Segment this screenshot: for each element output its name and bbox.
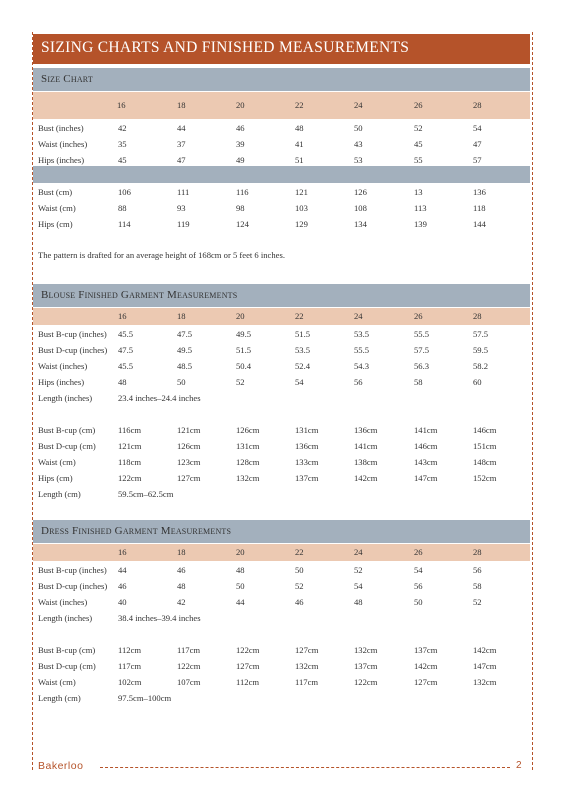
cell: 122cm [354,677,378,687]
size-col-20: 20 [236,547,245,557]
row-label: Hips (cm) [38,219,73,229]
cell: 131cm [236,441,260,451]
row-label: Length (inches) [38,393,93,403]
size-col-20: 20 [236,311,245,321]
size-col-18: 18 [177,547,186,557]
brand-name: Bakerloo [38,760,84,772]
row-label: Waist (cm) [38,203,76,213]
cell: 107cm [177,677,201,687]
cell: 54 [354,581,363,591]
cell: 127cm [177,473,201,483]
row-label: Waist (inches) [38,597,88,607]
row-label: Waist (inches) [38,361,88,371]
cell: 58 [473,581,482,591]
row-label: Length (cm) [38,489,81,499]
row-label: Bust D-cup (inches) [38,581,108,591]
cell: 121cm [118,441,142,451]
cell: 112cm [118,645,142,655]
cell: 53 [354,155,363,165]
size-col-28: 28 [473,547,482,557]
cell: 46 [295,597,304,607]
cell: 102cm [118,677,142,687]
cell: 111 [177,187,190,197]
blouse-size-row [33,308,530,325]
cell: 118cm [118,457,142,467]
row-label: Bust B-cup (cm) [38,645,96,655]
cell: 49.5 [236,329,252,339]
cell: 51.5 [295,329,311,339]
cell: 119 [177,219,190,229]
cell: 132cm [473,677,497,687]
row-label: Length (cm) [38,693,81,703]
footer-rule [100,767,510,768]
cell: 47 [473,139,482,149]
cell: 48 [354,597,363,607]
cell: 54.3 [354,361,370,371]
cell: 116cm [118,425,142,435]
cell: 50 [236,581,245,591]
cell: 48 [118,377,127,387]
row-label: Hips (inches) [38,155,85,165]
row-label: Waist (cm) [38,677,76,687]
cell: 127cm [236,661,260,671]
cell: 49.5 [177,345,193,355]
cell: 49 [236,155,245,165]
cell: 53.5 [354,329,370,339]
cell: 142cm [414,661,438,671]
cell: 48.5 [177,361,193,371]
cell: 60 [473,377,482,387]
cell: 113 [414,203,427,213]
cell: 141cm [414,425,438,435]
cell: 98 [236,203,245,213]
title-banner [33,34,530,64]
cell: 52 [236,377,245,387]
cell: 48 [177,581,186,591]
size-col-24: 24 [354,100,363,110]
row-label: Bust D-cup (cm) [38,441,96,451]
cell: 108 [354,203,367,213]
cell: 122cm [236,645,260,655]
dress-section-header [33,520,530,543]
cell: 56.3 [414,361,430,371]
cell: 124 [236,219,249,229]
cell: 47.5 [118,345,134,355]
cell: 93 [177,203,186,213]
cell: 127cm [414,677,438,687]
page-frame [32,32,533,770]
cell: 46 [177,565,186,575]
cell: 47 [177,155,186,165]
dress-section-title: Dress Finished Garment Measurements [41,525,232,537]
cell: 128cm [236,457,260,467]
cell: 50 [177,377,186,387]
cell: 47.5 [177,329,193,339]
size-col-28: 28 [473,311,482,321]
row-label: Length (inches) [38,613,93,623]
cell: 54 [473,123,482,133]
cell: 127cm [295,645,319,655]
cell: 123cm [177,457,201,467]
cell: 52.4 [295,361,311,371]
cell: 52 [414,123,423,133]
cell: 132cm [295,661,319,671]
height-note: The pattern is drafted for an average height of 168cm or 5 feet 6 inches. [38,250,285,260]
cell: 116 [236,187,249,197]
row-label: Bust B-cup (cm) [38,425,96,435]
cell: 146cm [473,425,497,435]
size-col-16: 16 [118,311,127,321]
cell: 45 [414,139,423,149]
blouse-section-title: Blouse Finished Garment Measurements [41,289,238,301]
cell: 117cm [118,661,142,671]
cell: 147cm [414,473,438,483]
cell: 126 [354,187,367,197]
cell: 51 [295,155,304,165]
cell: 134 [354,219,367,229]
cell: 55 [414,155,423,165]
cell: 58 [414,377,423,387]
cell: 50 [354,123,363,133]
cell: 142cm [354,473,378,483]
blouse-section-header [33,284,530,307]
cell: 44 [177,123,186,133]
cell: 132cm [354,645,378,655]
row-label: Hips (inches) [38,377,85,387]
cell: 52 [473,597,482,607]
page-title: SIZING CHARTS AND FINISHED MEASUREMENTS [41,39,410,56]
cell: 44 [118,565,127,575]
cell: 56 [354,377,363,387]
cell: 88 [118,203,127,213]
cell: 138cm [354,457,378,467]
cell: 57.5 [414,345,430,355]
cell: 55.5 [414,329,430,339]
cell: 13 [414,187,423,197]
cell: 137cm [414,645,438,655]
cell: 136cm [354,425,378,435]
cell: 52 [295,581,304,591]
cell: 44 [236,597,245,607]
cell: 146cm [414,441,438,451]
length-range: 59.5cm–62.5cm [118,489,174,499]
row-label: Bust B-cup (inches) [38,565,107,575]
cell: 141cm [354,441,378,451]
cell: 54 [414,565,423,575]
cell: 50 [414,597,423,607]
size-col-28: 28 [473,100,482,110]
cell: 114 [118,219,131,229]
cell: 58.2 [473,361,489,371]
size-col-18: 18 [177,311,186,321]
cell: 48 [236,565,245,575]
cell: 103 [295,203,308,213]
cell: 137cm [295,473,319,483]
length-range: 23.4 inches–24.4 inches [118,393,201,403]
cell: 144 [473,219,486,229]
cell: 136 [473,187,486,197]
cell: 50 [295,565,304,575]
size-col-26: 26 [414,547,423,557]
cell: 35 [118,139,127,149]
cell: 112cm [236,677,260,687]
length-range: 38.4 inches–39.4 inches [118,613,201,623]
cell: 152cm [473,473,497,483]
cell: 45.5 [118,361,134,371]
size-col-22: 22 [295,311,304,321]
row-label: Bust (cm) [38,187,73,197]
cell: 143cm [414,457,438,467]
cell: 118 [473,203,486,213]
size-chart-header [33,68,530,91]
size-col-16: 16 [118,547,127,557]
size-col-22: 22 [295,100,304,110]
cell: 126cm [177,441,201,451]
cell: 151cm [473,441,497,451]
cell: 52 [354,565,363,575]
cell: 122cm [177,661,201,671]
row-label: Hips (cm) [38,473,73,483]
cell: 148cm [473,457,497,467]
cell: 46 [236,123,245,133]
cell: 121cm [177,425,201,435]
cell: 48 [295,123,304,133]
cell: 142cm [473,645,497,655]
size-col-16: 16 [117,100,126,110]
cell: 137cm [354,661,378,671]
cell: 122cm [118,473,142,483]
size-col-26: 26 [414,100,423,110]
cell: 59.5 [473,345,489,355]
cell: 117cm [295,677,319,687]
cell: 41 [295,139,304,149]
cell: 136cm [295,441,319,451]
size-chart-title: Size Chart [41,73,93,85]
dress-size-row [33,544,530,561]
cell: 133cm [295,457,319,467]
size-col-24: 24 [354,311,363,321]
cell: 37 [177,139,186,149]
cell: 56 [473,565,482,575]
row-label: Waist (inches) [38,139,88,149]
cell: 57.5 [473,329,489,339]
cell: 40 [118,597,127,607]
cell: 46 [118,581,127,591]
cell: 147cm [473,661,497,671]
length-range: 97.5cm–100cm [118,693,172,703]
cell: 56 [414,581,423,591]
cell: 121 [295,187,308,197]
cell: 132cm [236,473,260,483]
size-col-24: 24 [354,547,363,557]
size-col-20: 20 [236,100,245,110]
cell: 139 [414,219,427,229]
size-chart-size-row [33,92,530,119]
size-col-18: 18 [177,100,186,110]
cell: 131cm [295,425,319,435]
row-label: Bust (inches) [38,123,84,133]
row-label: Bust D-cup (cm) [38,661,96,671]
cell: 117cm [177,645,201,655]
cell: 42 [177,597,186,607]
page-number: 2 [516,760,522,771]
cell: 53.5 [295,345,311,355]
row-label: Waist (cm) [38,457,76,467]
cell: 43 [354,139,363,149]
cell: 51.5 [236,345,252,355]
cell: 55.5 [354,345,370,355]
cell: 126cm [236,425,260,435]
cell: 45.5 [118,329,134,339]
cell: 129 [295,219,308,229]
row-label: Bust D-cup (inches) [38,345,108,355]
cell: 45 [118,155,127,165]
row-label: Bust B-cup (inches) [38,329,107,339]
cell: 57 [473,155,482,165]
cell: 50.4 [236,361,252,371]
size-chart-divider [33,166,530,183]
size-col-26: 26 [414,311,423,321]
cell: 42 [118,123,127,133]
cell: 39 [236,139,245,149]
size-col-22: 22 [295,547,304,557]
cell: 54 [295,377,304,387]
cell: 106 [118,187,131,197]
